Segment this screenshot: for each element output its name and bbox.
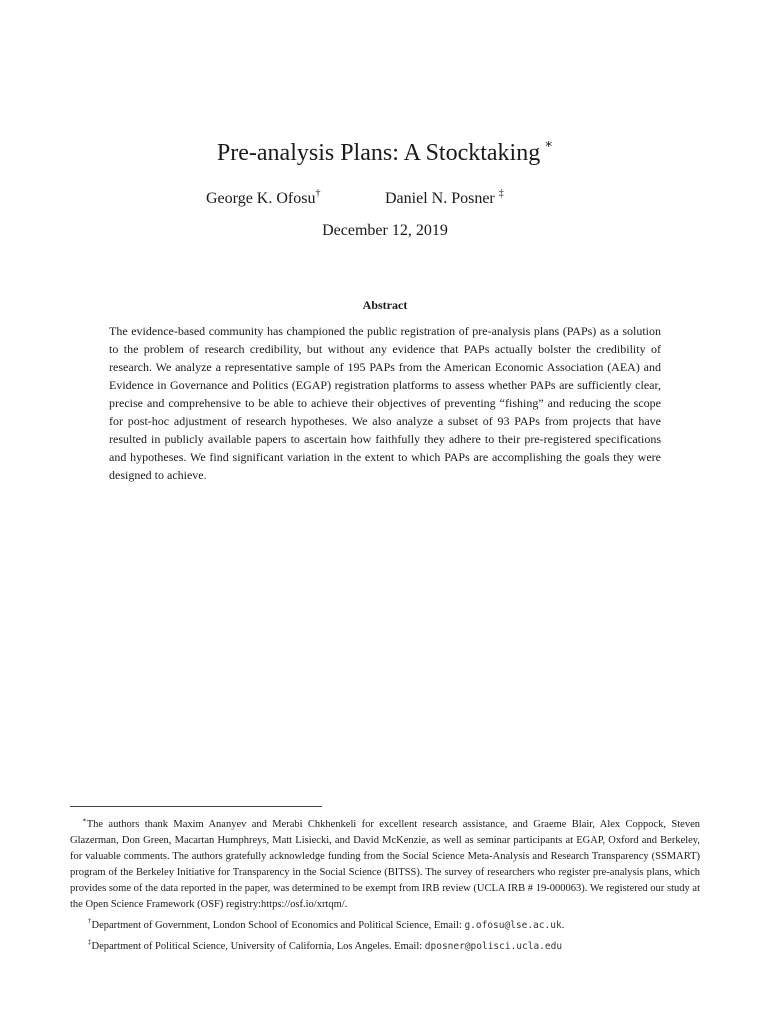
email-link[interactable]: g.ofosu@lse.ac.uk [464, 920, 562, 931]
footnote-rule [70, 806, 322, 807]
author-ofosu [206, 183, 320, 210]
author-name: George K. Ofosu [206, 190, 316, 207]
footnote-text: Department of Political Science, University of California, Los Angeles. Email: [91, 941, 425, 952]
footnote-mark: ∗ [82, 816, 87, 824]
footnote-mark: † [88, 917, 92, 925]
email-link[interactable]: dposner@polisci.ucla.edu [424, 941, 563, 952]
author-footnote-mark: ‡ [498, 188, 504, 199]
author-list [0, 183, 770, 207]
footnotes [70, 812, 700, 955]
footnote-affiliation-posner [70, 934, 700, 955]
title-footnote-mark: ∗ [544, 136, 554, 151]
abstract-heading: Abstract [362, 298, 408, 312]
paper-date: December 12, 2019 [322, 222, 448, 239]
author-footnote-mark: † [315, 188, 321, 199]
footnote-text: The authors thank Maxim Ananyev and Merabi Chkhenkeli for excellent research assistance, and Graeme Blair, Alex Coppock, Steven Glazerman, Don Green, Macartan Humphreys, Matt Lisiecki, and David McKenzie, as well as seminar participants at EGAP, Oxford and Berkeley, for valuable comments. The authors gratefully acknowledge funding from the Social Science Meta-Analysis and Research Transparency (SSMART) program of the Berkeley Initiative for Transparency in the Social Science (BITSS). The survey of researchers who register pre-analysis plans, which provides some of the data reported in the paper, was determined to be exempt from IRB review (UCLA IRB # 19-000063). We registered our study at the Open Science Framework (OSF) registry:https://osf.io/xrtqm/. [70, 819, 700, 910]
title-text: Pre-analysis Plans: A Stocktaking [216, 140, 541, 166]
footnote-affiliation-ofosu [70, 913, 700, 934]
abstract-body: The evidence-based community has championed the public registration of pre-analysis plans (PAPs) as a solution to the problem of research credibility, but without any evidence that PAPs actually bolster the credibility of research. We analyze a representative sample of 195 PAPs from the American Economic Association (AEA) and Evidence in Governance and Politics (EGAP) registration platforms to assess whether PAPs are sufficiently clear, precise and comprehensive to be able to achieve their objectives of preventing “fishing” and reducing the scope for post-hoc adjustment of research hypotheses. We also analyze a subset of 93 PAPs from projects that have resulted in publicly available papers to ascertain how faithfully they adhere to their pre-registered specifications and hypotheses. We find significant variation in the extent to which PAPs are accomplishing the goals they were designed to achieve. [109, 324, 661, 482]
footnote-text-end: . [561, 920, 565, 931]
footnote-mark: ‡ [88, 938, 92, 946]
author-posner [385, 183, 504, 210]
footnote-text: Department of Government, London School of Economics and Political Science, Email: [91, 920, 465, 931]
author-name: Daniel N. Posner [385, 190, 495, 207]
paper-title [0, 128, 770, 169]
footnote-thanks [70, 812, 700, 913]
